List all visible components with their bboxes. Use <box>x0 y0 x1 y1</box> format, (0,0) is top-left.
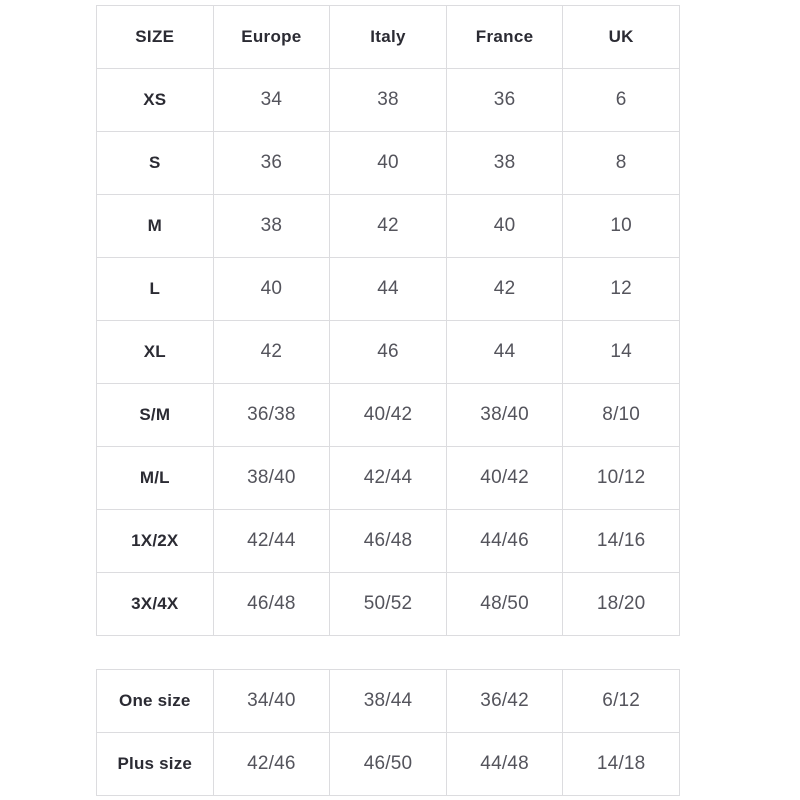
size-conversion-table <box>96 5 680 636</box>
table-row-m <box>97 195 680 258</box>
italy-value: 42/44 <box>330 447 447 510</box>
france-value: 44/48 <box>446 733 563 796</box>
uk-value: 14/16 <box>563 510 680 573</box>
europe-value: 36/38 <box>213 384 330 447</box>
europe-value: 42 <box>213 321 330 384</box>
uk-value: 10/12 <box>563 447 680 510</box>
italy-value: 44 <box>330 258 447 321</box>
italy-value: 40/42 <box>330 384 447 447</box>
row-label: Plus size <box>97 733 214 796</box>
france-value: 48/50 <box>446 573 563 636</box>
uk-value: 14/18 <box>563 733 680 796</box>
row-label: 3X/4X <box>97 573 214 636</box>
table-row-s <box>97 132 680 195</box>
table-row-plus-size <box>97 733 680 796</box>
france-value: 38/40 <box>446 384 563 447</box>
row-label: S/M <box>97 384 214 447</box>
europe-value: 40 <box>213 258 330 321</box>
header-row <box>97 6 680 69</box>
table-gap <box>96 636 680 669</box>
france-value: 44 <box>446 321 563 384</box>
italy-value: 38/44 <box>330 670 447 733</box>
france-value: 36/42 <box>446 670 563 733</box>
italy-value: 50/52 <box>330 573 447 636</box>
table-row-xs <box>97 69 680 132</box>
row-label: M <box>97 195 214 258</box>
italy-value: 38 <box>330 69 447 132</box>
france-value: 36 <box>446 69 563 132</box>
europe-value: 42/44 <box>213 510 330 573</box>
size-guide <box>96 5 680 796</box>
uk-value: 6 <box>563 69 680 132</box>
column-header-france: France <box>446 6 563 69</box>
uk-value: 12 <box>563 258 680 321</box>
uk-value: 8/10 <box>563 384 680 447</box>
row-label: M/L <box>97 447 214 510</box>
special-sizes-table <box>96 669 680 796</box>
italy-value: 46 <box>330 321 447 384</box>
table-row-ml <box>97 447 680 510</box>
column-header-size: SIZE <box>97 6 214 69</box>
uk-value: 14 <box>563 321 680 384</box>
italy-value: 40 <box>330 132 447 195</box>
column-header-uk: UK <box>563 6 680 69</box>
europe-value: 42/46 <box>213 733 330 796</box>
italy-value: 46/50 <box>330 733 447 796</box>
uk-value: 10 <box>563 195 680 258</box>
table-row-one-size <box>97 670 680 733</box>
france-value: 42 <box>446 258 563 321</box>
table-row-xl <box>97 321 680 384</box>
uk-value: 8 <box>563 132 680 195</box>
row-label: S <box>97 132 214 195</box>
row-label: One size <box>97 670 214 733</box>
europe-value: 34/40 <box>213 670 330 733</box>
france-value: 40/42 <box>446 447 563 510</box>
france-value: 38 <box>446 132 563 195</box>
table-row-l <box>97 258 680 321</box>
column-header-italy: Italy <box>330 6 447 69</box>
uk-value: 18/20 <box>563 573 680 636</box>
france-value: 44/46 <box>446 510 563 573</box>
row-label: 1X/2X <box>97 510 214 573</box>
row-label: L <box>97 258 214 321</box>
column-header-europe: Europe <box>213 6 330 69</box>
europe-value: 46/48 <box>213 573 330 636</box>
italy-value: 46/48 <box>330 510 447 573</box>
table-row-sm <box>97 384 680 447</box>
row-label: XL <box>97 321 214 384</box>
italy-value: 42 <box>330 195 447 258</box>
table-row-1x2x <box>97 510 680 573</box>
europe-value: 38/40 <box>213 447 330 510</box>
uk-value: 6/12 <box>563 670 680 733</box>
europe-value: 34 <box>213 69 330 132</box>
europe-value: 36 <box>213 132 330 195</box>
france-value: 40 <box>446 195 563 258</box>
europe-value: 38 <box>213 195 330 258</box>
table-row-3x4x <box>97 573 680 636</box>
row-label: XS <box>97 69 214 132</box>
